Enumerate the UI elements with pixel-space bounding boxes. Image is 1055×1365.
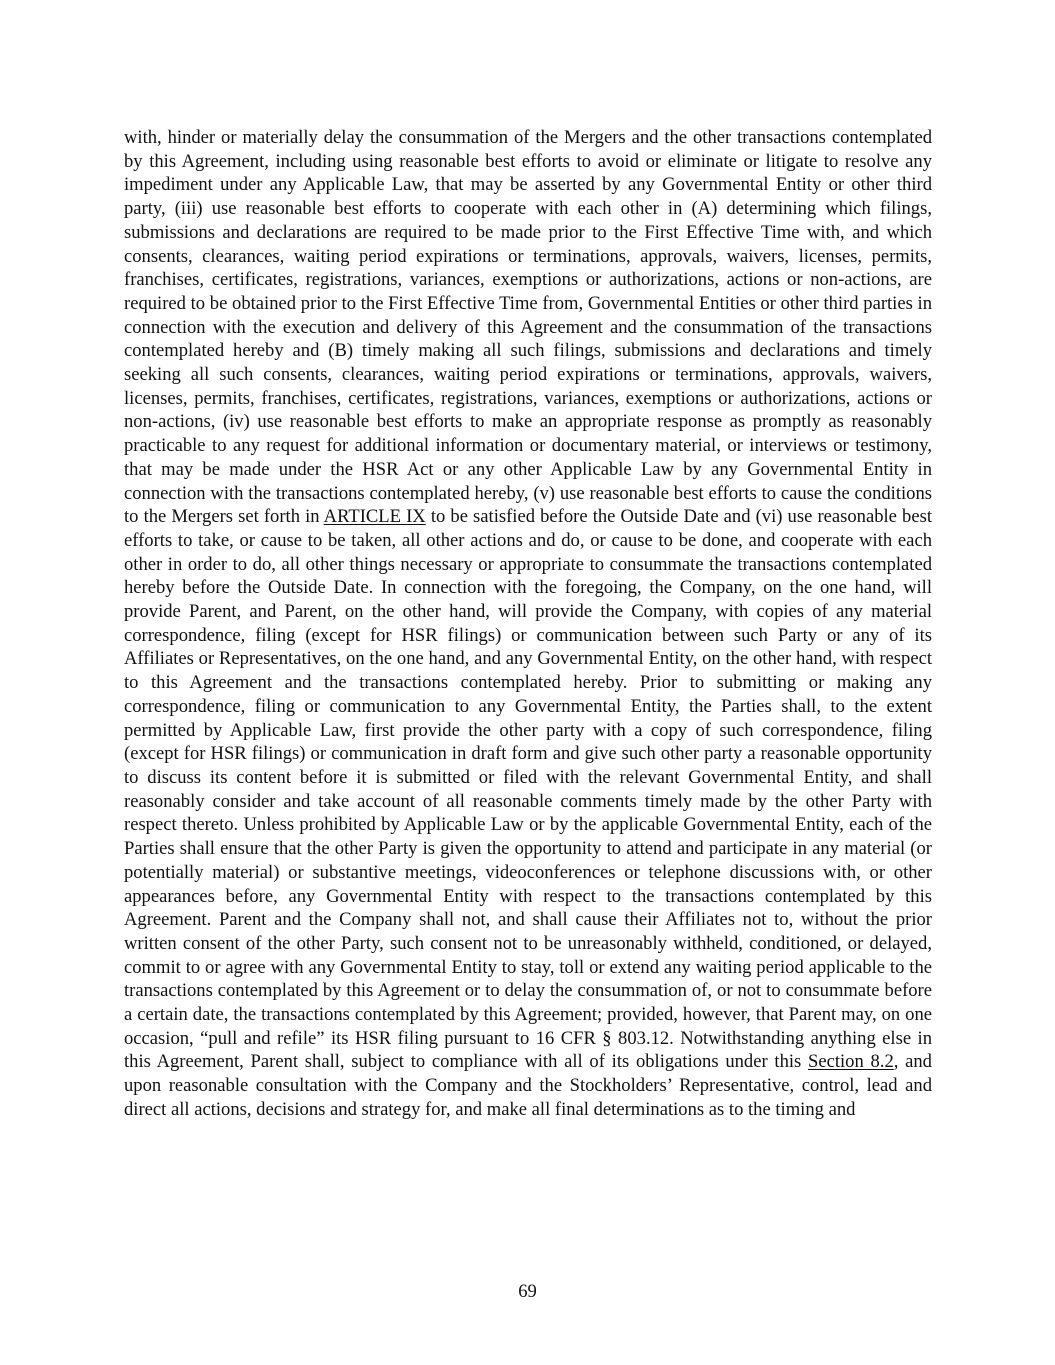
paragraph-text-part-1: with, hinder or materially delay the consummation of the Mergers and the other transactions contemplated by this Agreement, including using reasonable best efforts to avoid or eliminate or litigate to resolve any impediment under any Applicable Law, that may be asserted by any Governmental Entity or other third party, (iii) use reasonable best efforts to cooperate with each other in (A) determining which filings, submissions and declarations are required to be made prior to the First Effective Time with, and which consents, clearances, waiting period expirations or terminations, approvals, waivers, licenses, permits, franchises, certificates, registrations, variances, exemptions or authorizations, actions or non-actions, are required to be obtained prior to the First Effective Time from, Governmental Entities or other third parties in connection with the execution and delivery of this Agreement and the consummation of the transactions contemplated hereby and (B) timely making all such filings, submissions and declarations and timely seeking all such consents, clearances, waiting period expirations or terminations, approvals, waivers, licenses, permits, franchises, certificates, registrations, variances, exemptions or authorizations, actions or non-actions, (iv) use reasonable best efforts to make an appropriate response as promptly as reasonably practicable to any request for additional information or documentary material, or interviews or testimony, that may be made under the HSR Act or any other Applicable Law by any Governmental Entity in connection with the transactions contemplated hereby, (v) use reasonable best efforts to cause the conditions to the Mergers set forth in — [124, 127, 932, 528]
paragraph-text-part-2: to be satisfied before the Outside Date and (vi) use reasonable best efforts to take, or cause to be taken, all other actions and do, or cause to be done, and cooperate with each other in order to do, all other things necessary or appropriate to consummate the transactions contemplated hereby before the Outside Date. In connection with the foregoing, the Company, on the one hand, will provide Parent, and Parent, on the other hand, will provide the Company, with copies of any material correspondence, filing (except for HSR filings) or communication between such Party or any of its Affiliates or Representatives, on the one hand, and any Governmental Entity, on the other hand, with respect to this Agreement and the transactions contemplated hereby. Prior to submitting or making any correspondence, filing or communication to any Governmental Entity, the Parties shall, to the extent permitted by Applicable Law, first provide the other party with a copy of such correspondence, filing (except for HSR filings) or communication in draft form and give such other party a reasonable opportunity to discuss its content before it is submitted or filed with the relevant Governmental Entity, and shall reasonably consider and take account of all reasonable comments timely made by the other Party with respect thereto. Unless prohibited by Applicable Law or by the applicable Governmental Entity, each of the Parties shall ensure that the other Party is given the opportunity to attend and participate in any material (or potentially material) or substantive meetings, videoconferences or telephone discussions with, or other appearances before, any Governmental Entity with respect to the transactions contemplated by this Agreement. Parent and the Company shall not, and shall cause their Affiliates not to, without the prior written consent of the other Party, such consent not to be unreasonably withheld, conditioned, or delayed, commit to or agree with any Governmental Entity to stay, toll or extend any waiting period applicable to the transactions contemplated by this Agreement or to delay the consummation of, or not to consummate before a certain date, the transactions contemplated by this Agreement; provided, however, that Parent may, on one occasion, “pull and refile” its HSR filing pursuant to 16 CFR § 803.12. Notwithstanding anything else in this Agreement, Parent shall, subject to compliance with all of its obligations under this — [124, 506, 932, 1073]
article-ix-reference: ARTICLE IX — [323, 506, 426, 528]
body-paragraph — [124, 126, 932, 1122]
page-number: 69 — [518, 1281, 537, 1302]
section-8-2-reference: Section 8.2 — [808, 1051, 894, 1073]
paragraph-text-part-3: , and upon reasonable consultation with the Company and the Stockholders’ Representative, control, lead and direct all actions, decisions and strategy for, and make all final determinations as to the timing and — [124, 1051, 932, 1120]
